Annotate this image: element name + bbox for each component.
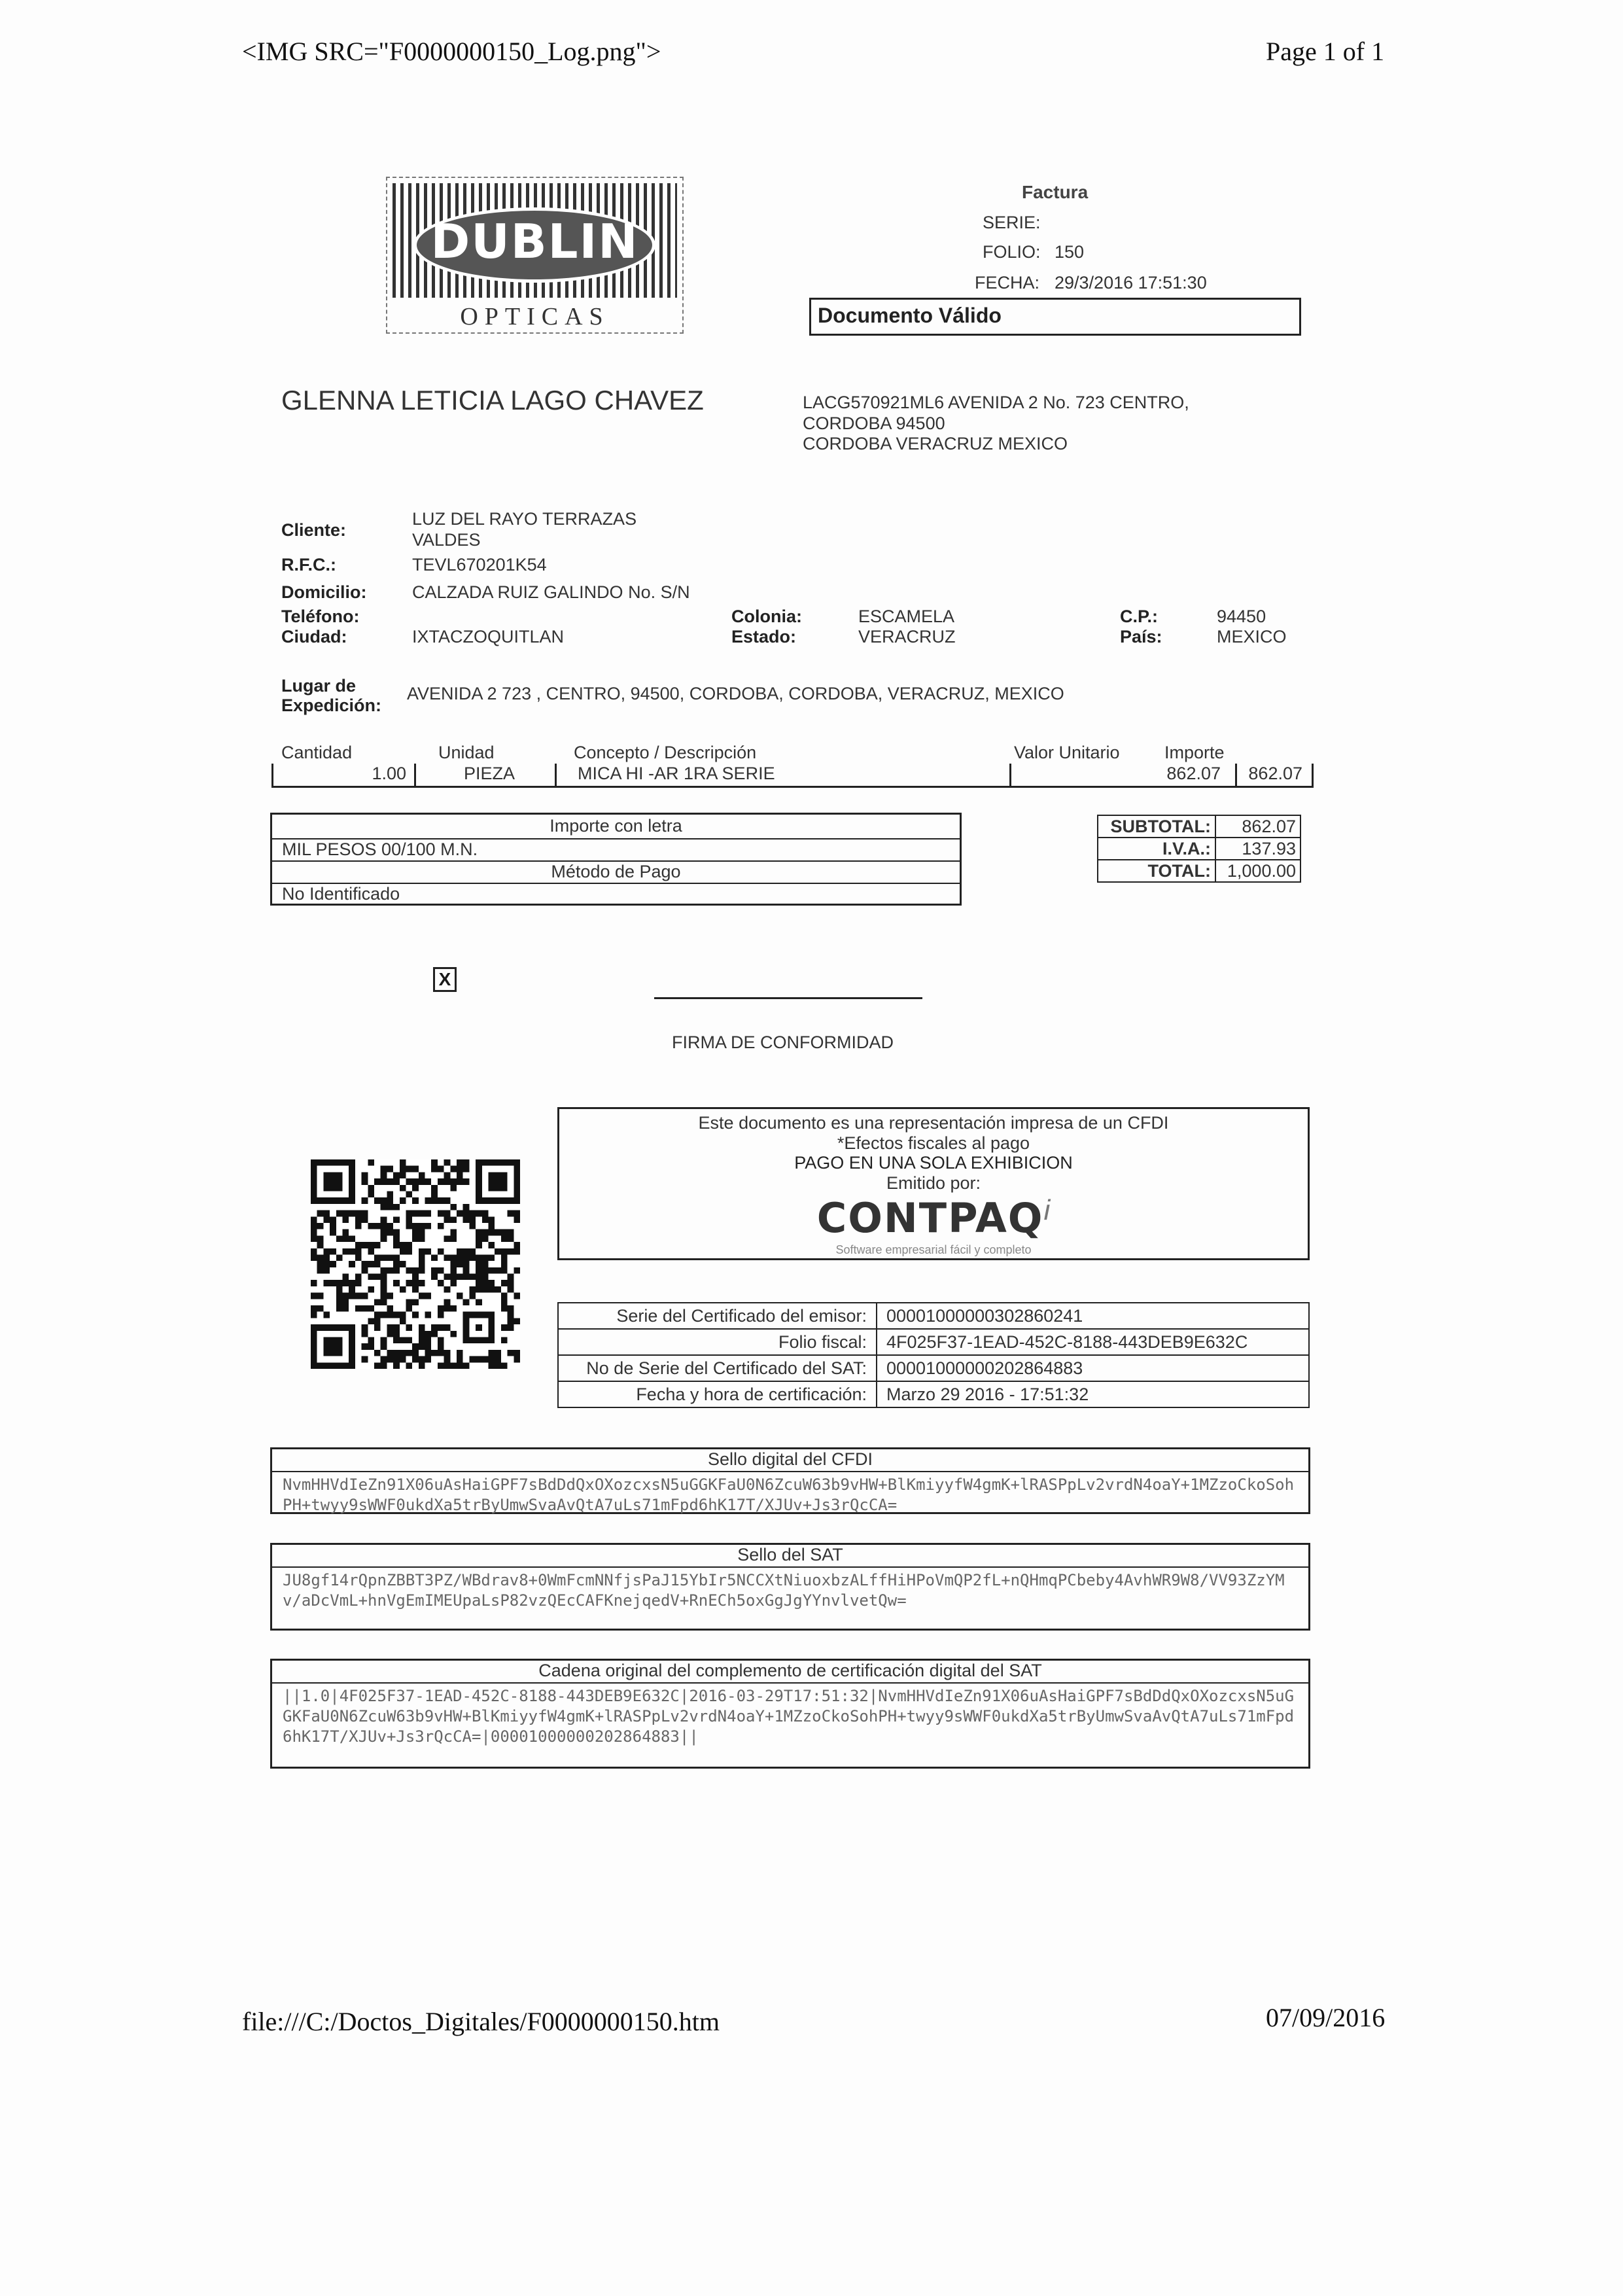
pais-value: MEXICO — [1217, 627, 1287, 646]
pais-label: País: — [1120, 627, 1162, 646]
ciudad-label: Ciudad: — [281, 627, 347, 646]
letra-label: Importe con letra — [550, 816, 682, 836]
conformity-checkbox[interactable]: X — [433, 967, 457, 992]
qr-code — [311, 1159, 520, 1369]
contpaq-logo — [559, 1194, 1308, 1242]
cliente-line-1: LUZ DEL RAYO TERRAZAS — [412, 509, 637, 529]
domicilio-value: CALZADA RUIZ GALINDO No. S/N — [412, 582, 690, 602]
table-row — [558, 1303, 1309, 1329]
telefono-label: Teléfono: — [281, 607, 360, 626]
contpaq-tagline: Software empresarial fácil y completo — [835, 1243, 1032, 1256]
metodo-label: Método de Pago — [551, 862, 681, 881]
issuer-address-3: CORDOBA VERACRUZ MEXICO — [803, 434, 1068, 453]
col-importe: Importe — [1164, 743, 1225, 762]
ciudad-value: IXTACZOQUITLAN — [412, 627, 565, 646]
issuer-name: GLENNA LETICIA LAGO CHAVEZ — [281, 385, 704, 415]
letra-value: MIL PESOS 00/100 M.N. — [282, 839, 478, 859]
print-header-img-src: <IMG SRC="F0000000150_Log.png"> — [242, 37, 661, 66]
cfdi-line-1: Este documento es una representación impresa de un CFDI — [698, 1113, 1169, 1133]
signature-label: FIRMA DE CONFORMIDAD — [672, 1033, 894, 1052]
cert-label: Fecha y hora de certificación: — [558, 1381, 877, 1407]
subtotal-label: SUBTOTAL: — [1098, 815, 1215, 838]
cert-label: Serie del Certificado del emisor: — [558, 1303, 877, 1329]
logo-sub: OPTICAS — [460, 303, 610, 330]
colonia-value: ESCAMELA — [858, 607, 955, 626]
print-footer-date: 07/09/2016 — [1266, 2003, 1386, 2032]
row-importe: 862.07 — [1237, 764, 1314, 786]
estado-value: VERACRUZ — [858, 627, 956, 646]
table-row — [558, 1329, 1309, 1355]
cert-value: 00001000000202864883 — [877, 1355, 1309, 1381]
cliente-line-2: VALDES — [412, 530, 481, 550]
iva-value: 137.93 — [1215, 838, 1300, 860]
col-cantidad: Cantidad — [281, 743, 353, 762]
total-label: TOTAL: — [1098, 860, 1215, 882]
payment-box — [270, 813, 962, 906]
total-value: 1,000.00 — [1215, 860, 1300, 882]
sello-sat-value: JU8gf14rQpnZBBT3PZ/WBdrav8+0WmFcmNNfjsPaJ15YbIr5NCCXtNiuoxbzALffHiHPoVmQP2fL+nQHmqPCbeby4AvhWR9W8/VV93ZzYMv/aDcVmL+hnVgEmIMEUpaLsP82vzQEcCAFKnejqedV+RnECh5oxGgJgYYnvlvetQw= — [283, 1571, 1285, 1610]
folio-label: FOLIO: — [983, 242, 1041, 262]
sello-cfdi-box — [270, 1447, 1310, 1514]
sello-sat-title: Sello del SAT — [272, 1545, 1308, 1568]
rfc-label: R.F.C.: — [281, 555, 336, 574]
colonia-label: Colonia: — [731, 607, 802, 626]
expedicion-value: AVENIDA 2 723 , CENTRO, 94500, CORDOBA, CORDOBA, VERACRUZ, MEXICO — [407, 684, 1064, 703]
serie-label: SERIE: — [983, 213, 1041, 232]
cert-value: 4F025F37-1EAD-452C-8188-443DEB9E632C — [877, 1329, 1309, 1355]
row-concepto: MICA HI -AR 1RA SERIE — [578, 764, 1011, 786]
expedicion-label-2: Expedición: — [281, 696, 382, 715]
row-cantidad: 1.00 — [273, 764, 416, 786]
company-logo — [386, 177, 684, 334]
expedicion-label-1: Lugar de — [281, 676, 357, 696]
invoice-title: Factura — [1022, 182, 1089, 202]
iva-label: I.V.A.: — [1098, 838, 1215, 860]
domicilio-label: Domicilio: — [281, 582, 367, 602]
cfdi-line-2: *Efectos fiscales al pago — [837, 1133, 1030, 1153]
cert-label: No de Serie del Certificado del SAT: — [558, 1355, 877, 1381]
sello-cfdi-value: NvmHHVdIeZn91X06uAsHaiGPF7sBdDdQxOXozcxsN5uGGKFaU0N6ZcuW63b9vHW+BlKmiyyfW4gmK+lRASPpLv2vrdN4oaY+1MZzoCkoSohPH+twyy9sWWF0ukdXa5trByUmwSvaAvQtA7uLs71mFpd6hK17T/XJUv+Js3rQcCA= — [283, 1475, 1295, 1514]
table-row — [558, 1355, 1309, 1381]
table-row — [558, 1381, 1309, 1407]
rfc-value: TEVL670201K54 — [412, 555, 547, 574]
estado-label: Estado: — [731, 627, 797, 646]
fecha-value: 29/3/2016 17:51:30 — [1055, 273, 1207, 292]
totals-table — [1097, 815, 1301, 883]
metodo-value: No Identificado — [282, 884, 400, 904]
issuer-address-1: LACG570921ML6 AVENIDA 2 No. 723 CENTRO, — [803, 393, 1189, 412]
print-footer-path: file:///C:/Doctos_Digitales/F0000000150.htm — [242, 2007, 720, 2036]
col-concepto: Concepto / Descripción — [574, 743, 757, 762]
subtotal-value: 862.07 — [1215, 815, 1300, 838]
contpaq-brand-i: i — [1043, 1194, 1051, 1226]
fecha-label: FECHA: — [975, 273, 1040, 292]
cp-label: C.P.: — [1120, 607, 1159, 626]
print-header-page: Page 1 of 1 — [1266, 37, 1385, 66]
logo-brand: DUBLIN — [430, 214, 639, 269]
signature-line — [654, 997, 922, 999]
cert-label: Folio fiscal: — [558, 1329, 877, 1355]
cfdi-line-3: PAGO EN UNA SOLA EXHIBICION — [794, 1153, 1073, 1173]
cadena-box — [270, 1659, 1310, 1769]
row-valor: 862.07 — [1009, 764, 1237, 786]
table-row — [271, 764, 1314, 788]
cp-value: 94450 — [1217, 607, 1266, 626]
folio-value: 150 — [1055, 242, 1085, 262]
cadena-value: ||1.0|4F025F37-1EAD-452C-8188-443DEB9E632C|2016-03-29T17:51:32|NvmHHVdIeZn91X06uAsHaiGPF7sBdDdQxOXozcxsN5uGGKFaU0N6ZcuW63b9vHW+BlKmiyyfW4gmK+lRASPpLv2vrdN4oaY+1MZzoCkoSohPH+twyy9sWWF0ukdXa5trByUmwSvaAvQtA7uLs71mFpd6hK17T/XJUv+Js3rQcCA=|00001000000202864883|| — [283, 1687, 1295, 1746]
sello-cfdi-title: Sello digital del CFDI — [272, 1449, 1308, 1472]
cadena-title: Cadena original del complemento de certificación digital del SAT — [272, 1661, 1308, 1684]
cert-value: Marzo 29 2016 - 17:51:32 — [877, 1381, 1309, 1407]
row-unidad: PIEZA — [424, 764, 557, 786]
sello-sat-box — [270, 1543, 1310, 1631]
cert-table — [557, 1302, 1310, 1408]
cfdi-box — [557, 1107, 1310, 1260]
contpaq-brand: CONTPAQ — [816, 1194, 1044, 1242]
cliente-label: Cliente: — [281, 520, 347, 540]
cfdi-line-4: Emitido por: — [886, 1173, 981, 1193]
status-badge: Documento Válido — [809, 298, 1301, 336]
cert-value: 00001000000302860241 — [877, 1303, 1309, 1329]
col-unidad: Unidad — [438, 743, 495, 762]
col-valor: Valor Unitario — [1014, 743, 1120, 762]
issuer-address-2: CORDOBA 94500 — [803, 414, 945, 433]
